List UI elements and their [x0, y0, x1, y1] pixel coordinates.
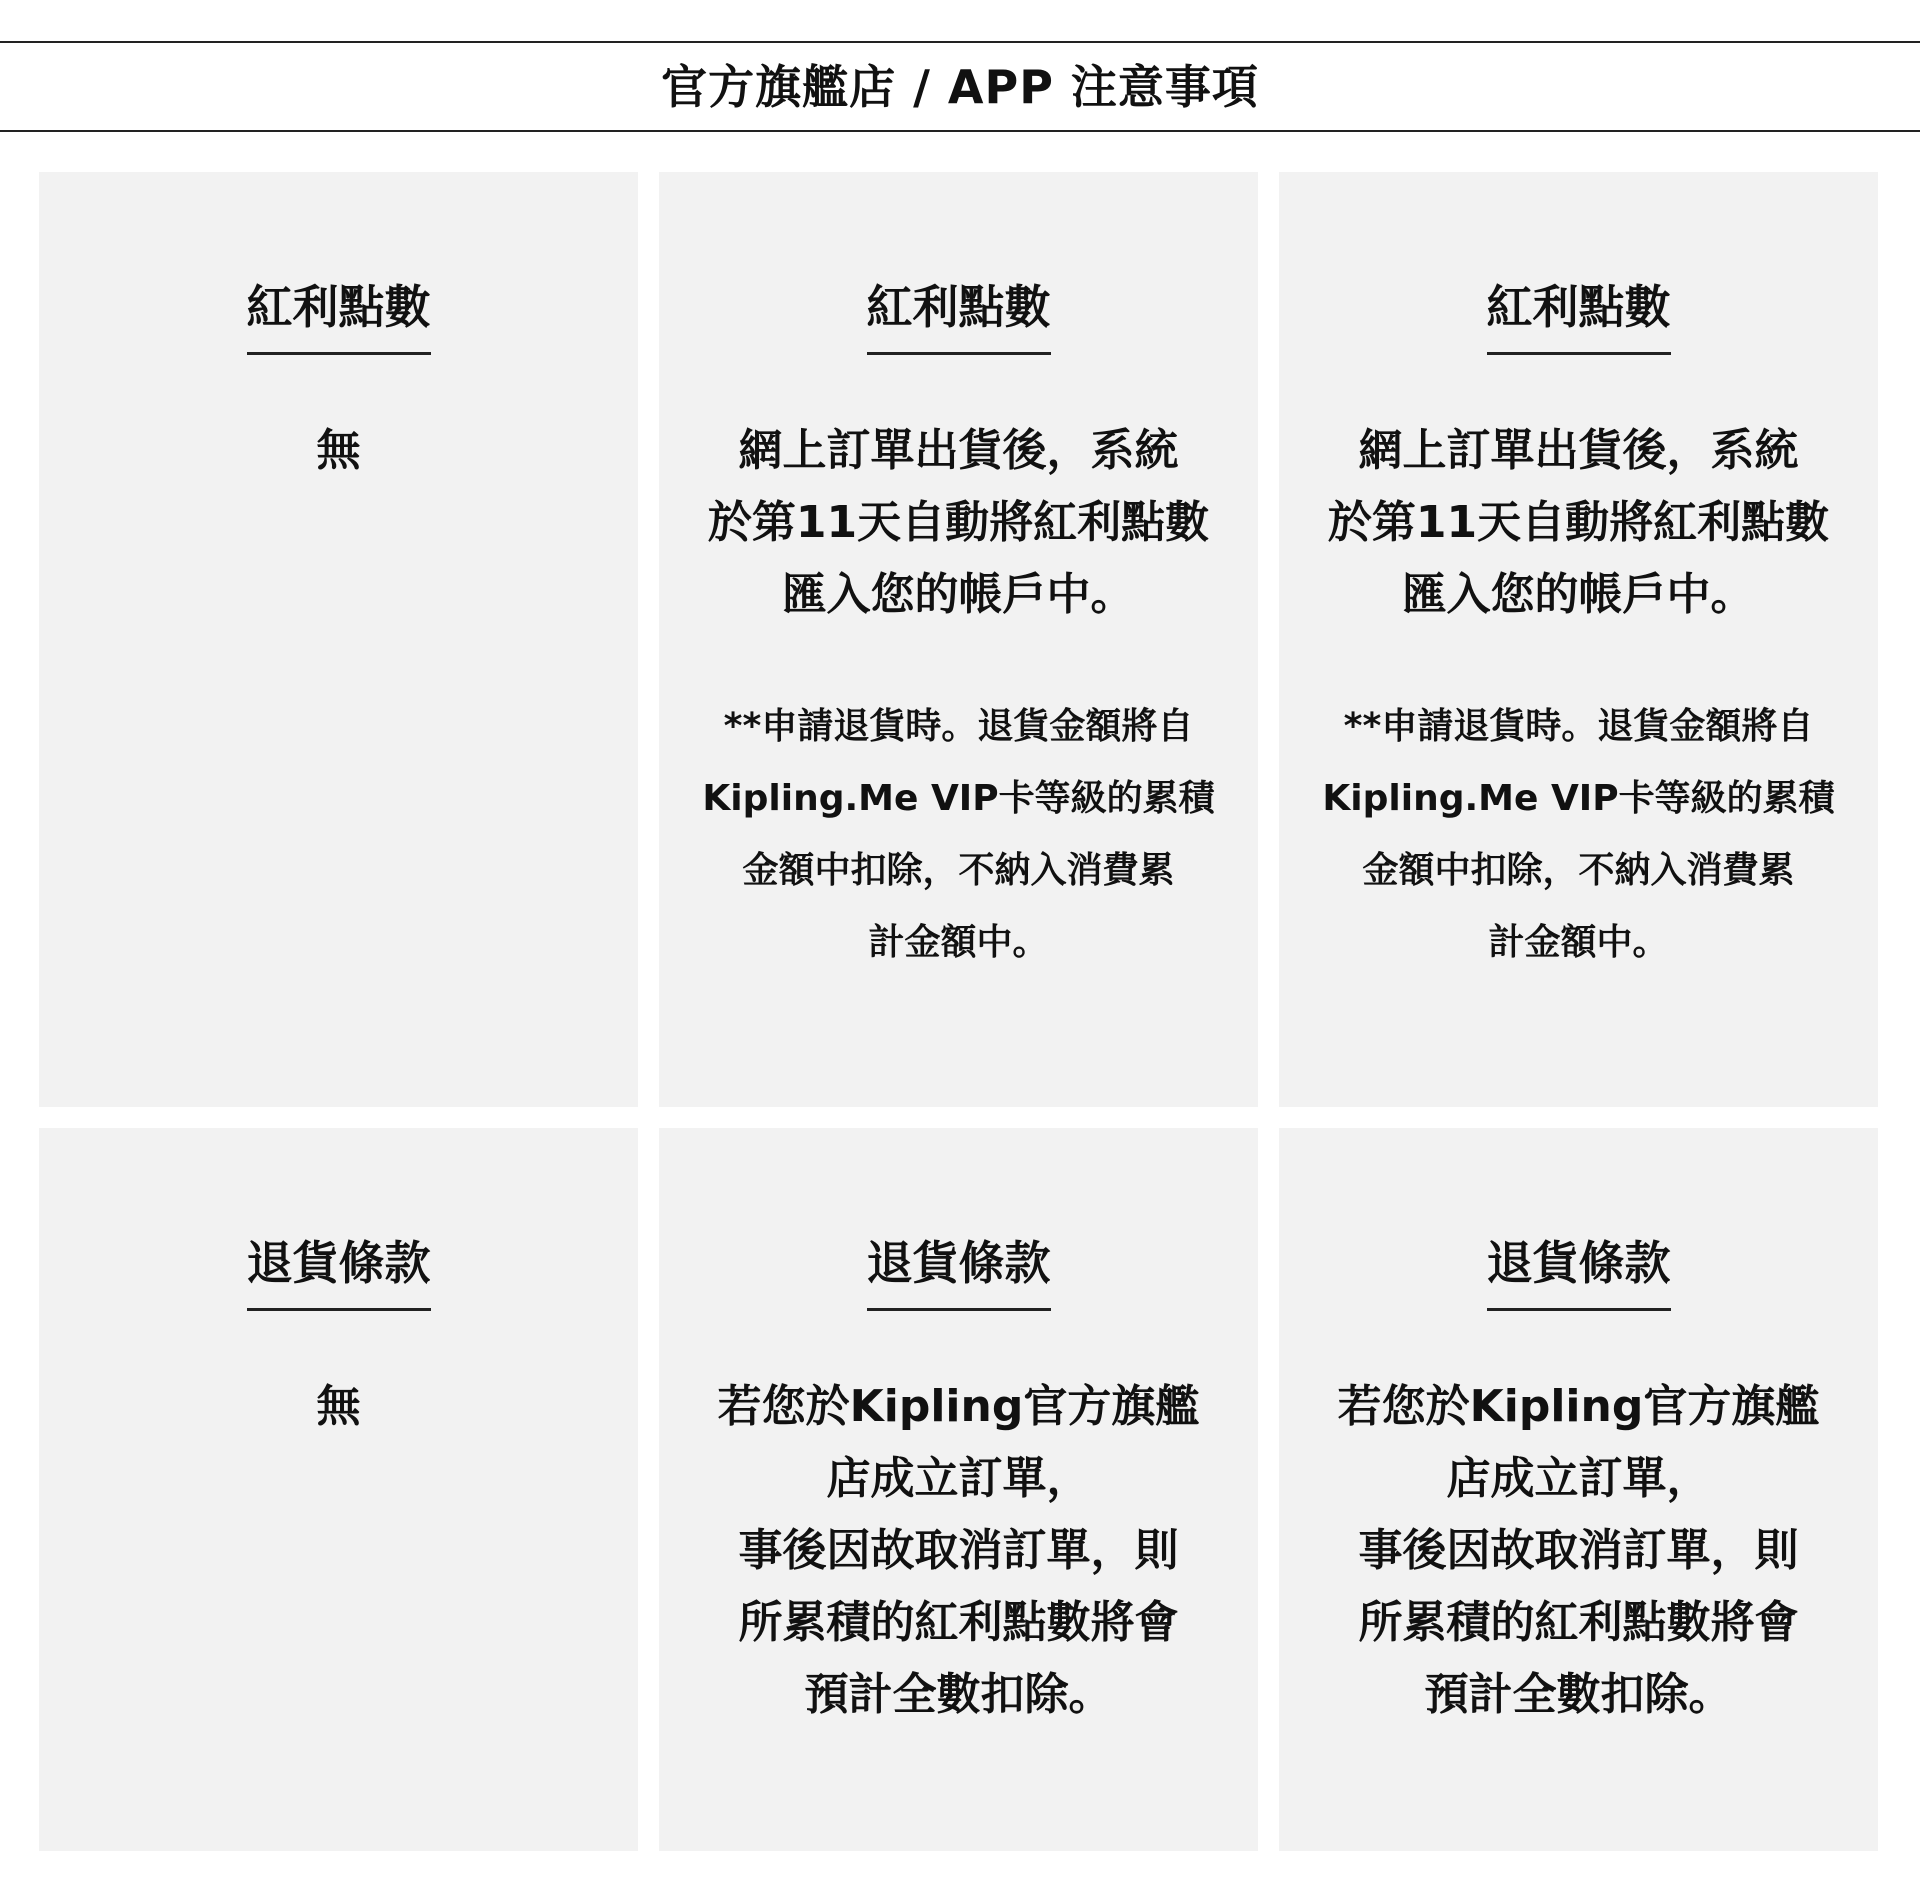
card-title: 紅利點數 — [1487, 284, 1671, 355]
card-note-text — [1319, 691, 1839, 979]
text-line: 網上訂單出貨後，系統 — [738, 425, 1179, 476]
text-line: 預計全數扣除。 — [804, 1669, 1113, 1720]
text-line: 所累積的紅利點數將會 — [1358, 1597, 1799, 1648]
text-line: 所累積的紅利點數將會 — [738, 1597, 1179, 1648]
text-line: 事後因故取消訂單，則 — [1358, 1525, 1799, 1576]
text-line: 預計全數扣除。 — [1424, 1669, 1733, 1720]
card-main-text — [699, 1371, 1219, 1731]
bonus-points-card-column-1 — [39, 172, 638, 1107]
text-line: 無 — [316, 425, 361, 476]
text-line: **申請退貨時。退貨金額將自 — [723, 706, 1194, 747]
text-line: 金額中扣除，不納入消費累 — [742, 850, 1175, 891]
card-title: 退貨條款 — [1487, 1240, 1671, 1311]
return-policy-card-column-1 — [39, 1128, 638, 1851]
text-line: 匯入您的帳戶中。 — [1402, 569, 1755, 620]
text-line: 事後因故取消訂單，則 — [738, 1525, 1179, 1576]
card-title: 紅利點數 — [247, 284, 431, 355]
text-line: **申請退貨時。退貨金額將自 — [1343, 706, 1814, 747]
text-line: 店成立訂單， — [1446, 1453, 1711, 1504]
bonus-points-card-column-2 — [659, 172, 1258, 1107]
card-body — [1319, 415, 1839, 979]
bonus-points-card-column-3 — [1279, 172, 1878, 1107]
card-main-text — [79, 1371, 599, 1443]
text-line: 網上訂單出貨後，系統 — [1358, 425, 1799, 476]
text-line: 計金額中。 — [1488, 922, 1669, 963]
text-line: 若您於Kipling官方旗艦 — [1337, 1381, 1820, 1432]
text-line: 店成立訂單， — [826, 1453, 1091, 1504]
info-grid — [39, 172, 1878, 1851]
card-main-text — [1319, 1371, 1839, 1731]
page-title: 官方旗艦店 / APP 注意事項 — [661, 59, 1259, 114]
card-note-text — [699, 691, 1219, 979]
text-line: 匯入您的帳戶中。 — [782, 569, 1135, 620]
card-body — [79, 415, 599, 487]
card-body — [699, 1371, 1219, 1731]
text-line: 金額中扣除，不納入消費累 — [1362, 850, 1795, 891]
card-body — [79, 1371, 599, 1443]
text-line: Kipling.Me VIP卡等級的累積 — [1322, 778, 1835, 819]
text-line: 若您於Kipling官方旗艦 — [717, 1381, 1200, 1432]
text-line: 於第11天自動將紅利點數 — [1327, 497, 1830, 548]
text-line: 於第11天自動將紅利點數 — [707, 497, 1210, 548]
page-header — [0, 41, 1920, 132]
card-main-text — [1319, 415, 1839, 631]
text-line: 無 — [316, 1381, 361, 1432]
return-policy-card-column-2 — [659, 1128, 1258, 1851]
card-body — [1319, 1371, 1839, 1731]
return-policy-card-column-3 — [1279, 1128, 1878, 1851]
text-line: Kipling.Me VIP卡等級的累積 — [702, 778, 1215, 819]
card-title: 退貨條款 — [247, 1240, 431, 1311]
card-title: 紅利點數 — [867, 284, 1051, 355]
text-line: 計金額中。 — [868, 922, 1049, 963]
card-main-text — [699, 415, 1219, 631]
card-main-text — [79, 415, 599, 487]
card-title: 退貨條款 — [867, 1240, 1051, 1311]
card-body — [699, 415, 1219, 979]
